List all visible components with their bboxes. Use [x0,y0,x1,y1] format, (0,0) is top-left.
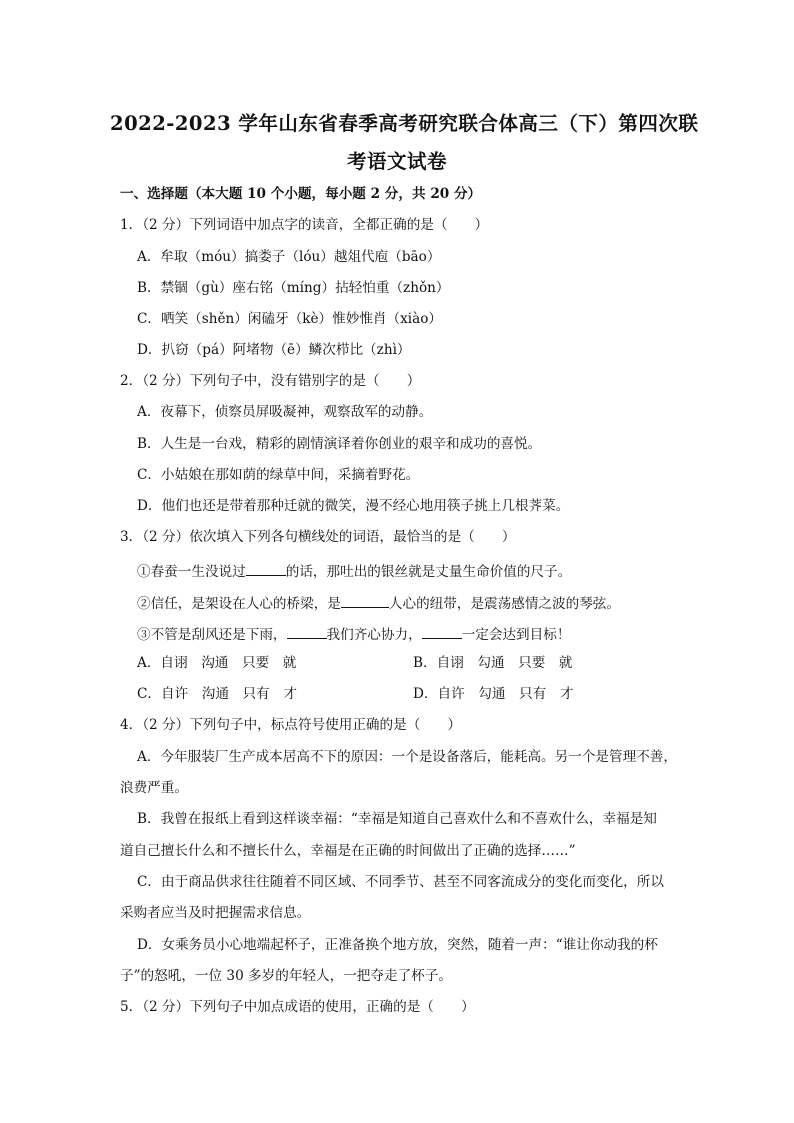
q4-option-b-line1: B．我曾在报纸上看到这样谈幸福：“幸福是知道自己喜欢什么和不喜欢什么，幸福是知 [137,811,657,827]
exam-title-line2: 考语文试卷 [346,150,447,173]
q2-stem: 2．（2 分）下列句子中，没有错别字的是（ ） [120,373,421,389]
q3-sentence-3 [137,626,570,643]
fill-blank [246,563,286,576]
q4-option-c-line1: C．由于商品供求往往随着不同区域、不同季节、甚至不同客流成分的变化而变化，所以 [137,874,664,890]
q2-option-a: A．夜幕下，侦察员屏吸凝神，观察敌军的动静。 [137,404,433,420]
q4-stem: 4．（2 分）下列句子中，标点符号使用正确的是（ ） [120,717,462,733]
q3-sentence-1-part-a: ①春蚕一生没说过 [137,564,246,580]
q3-option-d: D．自许 勾通 只有 才 [413,686,574,702]
q3-sentence-3-part-b: 我们齐心协力， [326,627,422,643]
q2-option-b: B．人生是一台戏，精彩的剧情演译着你创业的艰辛和成功的喜悦。 [137,436,542,452]
fill-blank [422,626,462,639]
q4-option-a-line2: 浪费严重。 [120,780,188,796]
section-heading: 一、选择题（本大题 10 个小题，每小题 2 分，共 20 分） [120,186,482,202]
q1-option-b: B．禁锢（gù）座右铭（míng）拈轻怕重（zhǒn） [137,280,450,296]
q4-option-c-line2: 采购者应当及时把握需求信息。 [120,905,311,921]
q3-sentence-2 [137,595,620,612]
q4-option-d-line2: 子”的怒吼，一位 30 多岁的年轻人，一把夺走了杯子。 [120,968,452,984]
q1-stem: 1．（2 分）下列词语中加点字的读音，全都正确的是（ ） [120,217,489,233]
q3-stem: 3．（2 分）依次填入下列各句横线处的词语，最恰当的是（ ） [120,529,516,545]
q3-sentence-1-part-b: 的话，那吐出的银丝就是丈量生命价值的尺子。 [285,564,572,580]
q3-sentence-2-part-a: ②信任，是架设在人心的桥梁，是 [137,596,341,612]
q2-option-d: D．他们也还是带着那种迁就的微笑，漫不经心地用筷子挑上几根荠菜。 [137,498,570,514]
fill-blank [341,595,389,608]
q3-sentence-2-part-b: 人心的纽带，是震荡感情之波的琴弦。 [388,596,620,612]
q4-option-d-line1: D．女乘务员小心地端起杯子，正准备换个地方放，突然，随着一声：“谁让你动我的杯 [137,937,658,953]
q3-option-c: C．自许 沟通 只有 才 [137,686,297,702]
q3-sentence-1 [137,563,571,580]
exam-title-line1: 2022-2023 学年山东省春季高考研究联合体高三（下）第四次联 [110,112,699,135]
q3-option-b: B．自诩 勾通 只要 就 [413,655,573,671]
q1-option-c: C．哂笑（shěn）闲磕牙（kè）惟妙惟肖（xiào） [137,311,443,327]
q4-option-a-line1: A．今年服装厂生产成本居高不下的原因：一个是设备落后，能耗高。另一个是管理不善， [137,749,677,765]
q3-sentence-3-part-c: 一定会达到目标！ [461,627,571,643]
fill-blank [287,626,327,639]
q3-sentence-3-part-a: ③不管是刮风还是下雨， [137,627,287,643]
q4-option-b-line2: 道自己擅长什么和不擅长什么，幸福是在正确的时间做出了正确的选择……” [120,843,576,859]
q2-option-c: C．小姑娘在那如荫的绿草中间，采摘着野花。 [137,467,420,483]
q5-stem: 5．（2 分）下列句子中加点成语的使用，正确的是（ ） [120,999,475,1015]
q3-option-a: A．自诩 沟通 只要 就 [137,655,297,671]
q1-option-d: D．扒窃（pá）阿堵物（ē）鳞次栉比（zhì） [137,342,411,358]
q1-option-a: A．牟取（móu）搞娄子（lóu）越俎代庖（bāo） [137,249,441,265]
